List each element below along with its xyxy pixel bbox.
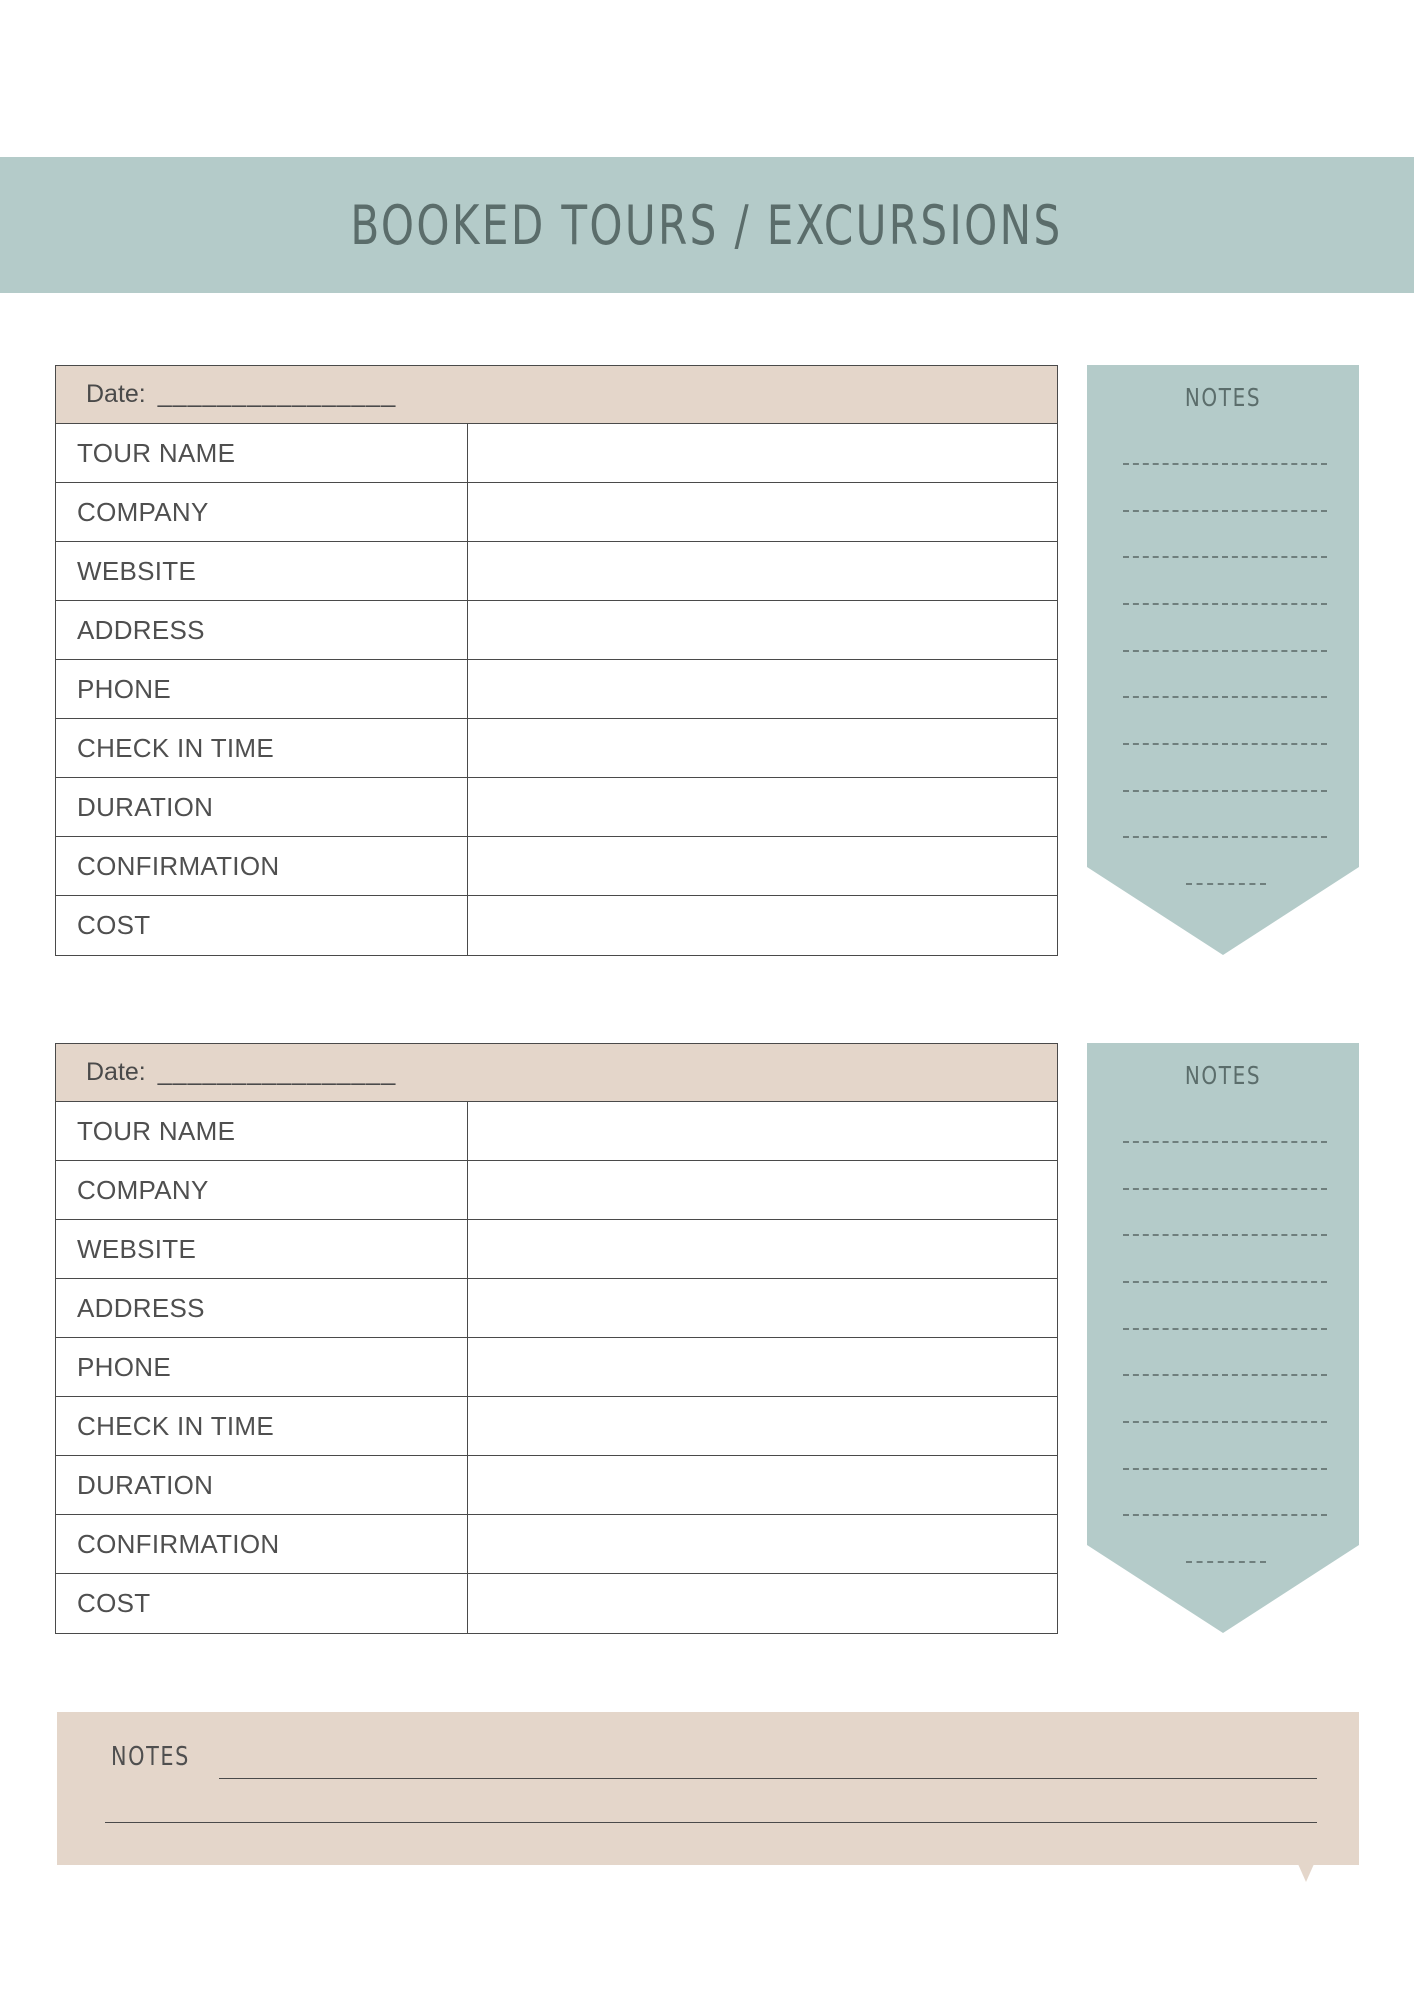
field-label: COMPANY: [56, 483, 468, 541]
note-line[interactable]: [1123, 1141, 1327, 1143]
field-value[interactable]: [468, 1220, 1057, 1278]
notes-title: NOTES: [1184, 383, 1262, 412]
note-line[interactable]: [1123, 603, 1327, 605]
field-value[interactable]: [468, 1397, 1057, 1455]
field-value[interactable]: [468, 1279, 1057, 1337]
field-row-check-in-time: [56, 719, 1057, 778]
notes-rule[interactable]: [219, 1778, 1317, 1779]
field-label: DURATION: [56, 1456, 468, 1514]
field-row-cost: [56, 896, 1057, 955]
field-label: WEBSITE: [56, 1220, 468, 1278]
field-label: ADDRESS: [56, 1279, 468, 1337]
field-row-company: [56, 1161, 1057, 1220]
tour-form-2: [55, 1043, 1058, 1634]
note-line[interactable]: [1123, 1421, 1327, 1423]
field-label: PHONE: [56, 1338, 468, 1396]
note-line[interactable]: [1186, 883, 1266, 885]
field-row-address: [56, 1279, 1057, 1338]
field-row-duration: [56, 778, 1057, 837]
field-row-address: [56, 601, 1057, 660]
field-label: WEBSITE: [56, 542, 468, 600]
tour-form-1: [55, 365, 1058, 956]
note-line[interactable]: [1123, 696, 1327, 698]
field-value[interactable]: [468, 483, 1057, 541]
field-value[interactable]: [468, 896, 1057, 955]
field-label: ADDRESS: [56, 601, 468, 659]
note-line[interactable]: [1123, 1468, 1327, 1470]
field-row-tour-name: [56, 424, 1057, 483]
field-row-tour-name: [56, 1102, 1057, 1161]
field-value[interactable]: [468, 1574, 1057, 1633]
field-row-phone: [56, 660, 1057, 719]
speech-bubble-tail: [1298, 1864, 1314, 1882]
note-line[interactable]: [1123, 510, 1327, 512]
date-row: [56, 366, 1057, 424]
page-title: BOOKED TOURS / EXCURSIONS: [350, 193, 1064, 257]
note-line[interactable]: [1186, 1561, 1266, 1563]
field-value[interactable]: [468, 1338, 1057, 1396]
field-label: TOUR NAME: [56, 1102, 468, 1160]
field-label: DURATION: [56, 778, 468, 836]
field-row-confirmation: [56, 1515, 1057, 1574]
field-label: CHECK IN TIME: [56, 719, 468, 777]
bottom-notes-label: NOTES: [111, 1742, 190, 1772]
note-line[interactable]: [1123, 1188, 1327, 1190]
title-banner: [0, 157, 1414, 293]
notes-title: NOTES: [1184, 1061, 1262, 1090]
field-row-duration: [56, 1456, 1057, 1515]
date-row: [56, 1044, 1057, 1102]
field-label: COST: [56, 1574, 468, 1633]
note-line[interactable]: [1123, 463, 1327, 465]
field-value[interactable]: [468, 1102, 1057, 1160]
field-value[interactable]: [468, 424, 1057, 482]
field-label: CONFIRMATION: [56, 837, 468, 895]
note-line[interactable]: [1123, 650, 1327, 652]
date-blank[interactable]: ________________: [157, 1058, 397, 1086]
field-value[interactable]: [468, 778, 1057, 836]
field-label: CHECK IN TIME: [56, 1397, 468, 1455]
note-line[interactable]: [1123, 1234, 1327, 1236]
field-row-cost: [56, 1574, 1057, 1633]
field-value[interactable]: [468, 719, 1057, 777]
note-line[interactable]: [1123, 1328, 1327, 1330]
note-line[interactable]: [1123, 790, 1327, 792]
date-label: Date:: [86, 1058, 146, 1086]
field-row-website: [56, 1220, 1057, 1279]
field-label: COST: [56, 896, 468, 955]
field-value[interactable]: [468, 1456, 1057, 1514]
field-label: TOUR NAME: [56, 424, 468, 482]
field-row-confirmation: [56, 837, 1057, 896]
note-line[interactable]: [1123, 556, 1327, 558]
field-row-website: [56, 542, 1057, 601]
date-blank[interactable]: ________________: [157, 380, 397, 408]
notes-card-1: [1087, 365, 1359, 955]
note-line[interactable]: [1123, 743, 1327, 745]
date-label: Date:: [86, 380, 146, 408]
field-value[interactable]: [468, 837, 1057, 895]
field-row-company: [56, 483, 1057, 542]
field-label: CONFIRMATION: [56, 1515, 468, 1573]
note-line[interactable]: [1123, 1514, 1327, 1516]
field-value[interactable]: [468, 1161, 1057, 1219]
note-line[interactable]: [1123, 1281, 1327, 1283]
field-value[interactable]: [468, 542, 1057, 600]
notes-rule[interactable]: [105, 1822, 1317, 1823]
bottom-notes-box: [57, 1712, 1359, 1865]
notes-card-2: [1087, 1043, 1359, 1633]
field-label: COMPANY: [56, 1161, 468, 1219]
field-value[interactable]: [468, 1515, 1057, 1573]
field-row-check-in-time: [56, 1397, 1057, 1456]
field-value[interactable]: [468, 660, 1057, 718]
field-value[interactable]: [468, 601, 1057, 659]
notes-card-shape: [1087, 365, 1359, 955]
notes-card-shape: [1087, 1043, 1359, 1633]
field-row-phone: [56, 1338, 1057, 1397]
note-line[interactable]: [1123, 836, 1327, 838]
note-line[interactable]: [1123, 1374, 1327, 1376]
field-label: PHONE: [56, 660, 468, 718]
